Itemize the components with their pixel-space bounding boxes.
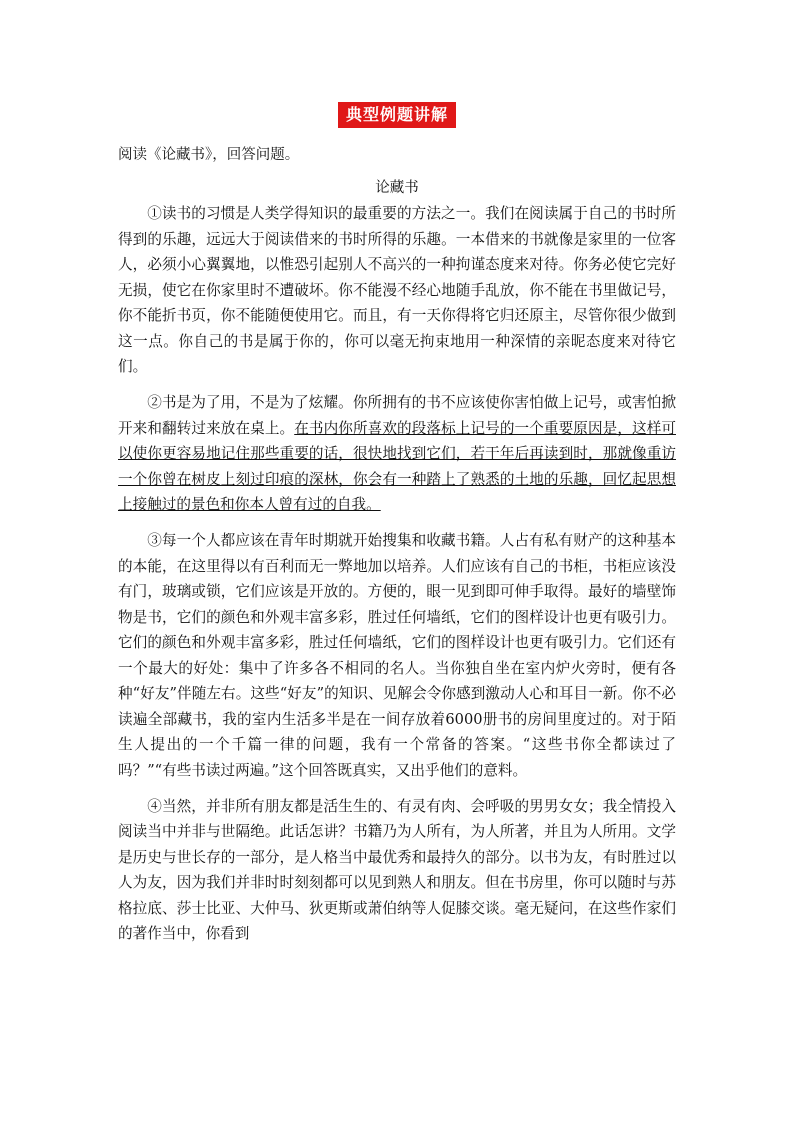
- section-banner: 典型例题讲解: [338, 102, 456, 128]
- paragraph-2: [118, 390, 676, 518]
- article-body: [118, 201, 676, 957]
- paragraph-2-underlined: 在书内你所喜欢的段落标上记号的一个重要原因是，这样可以使你更容易地记住那些重要的话，很快地找到它们，若干年后再读到时，那就像重访一个你曾在树皮上刻过印痕的深林，你会有一种踏上了熟悉的土地的乐趣，回忆起思想上接触过的景色和你本人曾有过的自我。: [118, 419, 676, 513]
- article-title: 论藏书: [375, 180, 419, 196]
- paragraph-2-plain: ②书是为了用，不是为了炫耀。你所拥有的书不应该使你害怕做上记号，或害怕掀开来和翻转过来放在桌上。: [118, 394, 676, 437]
- paragraph-4: ④当然，并非所有朋友都是活生生的、有灵有肉、会呼吸的男男女女；我全情投入阅读当中并非与世隔绝。此话怎讲？书籍乃为人所有，为人所著，并且为人所用。文学是历史与世长存的一部分，是人格当中最优秀和最持久的部分。以书为友，有时胜过以人为友，因为我们并非时时刻刻都可以见到熟人和朋友。但在书房里，你可以随时与苏格拉底、莎士比亚、大仲马、狄更斯或萧伯纳等人促膝交谈。毫无疑问，在这些作家们的著作当中，你看到: [118, 797, 676, 942]
- paragraph-1: ①读书的习惯是人类学得知识的最重要的方法之一。我们在阅读属于自己的书时所得到的乐趣，远远大于阅读借来的书时所得的乐趣。一本借来的书就像是家里的一位客人，必须小心翼翼地，以惟恐引起别人不高兴的一种拘谨态度来对待。你务必使它完好无损，使它在你家里时不遭破坏。你不能漫不经心地随手乱放，你不能在书里做记号，你不能折书页，你不能随便使用它。而且，有一天你得将它归还原主，尽管你很少做到这一点。你自己的书是属于你的，你可以毫无拘束地用一种深情的亲昵态度来对待它们。: [118, 205, 676, 375]
- paragraph-3: ③每一个人都应该在青年时期就开始搜集和收藏书籍。人占有私有财产的这种基本的本能，在这里得以有百利而无一弊地加以培养。人们应该有自己的书柜，书柜应该没有门，玻璃或锁，它们应该是开放的。方便的，眼一见到即可伸手取得。最好的墙壁饰物是书，它们的颜色和外观丰富多彩，胜过任何墙纸，它们的图样设计也更有吸引力。它们的颜色和外观丰富多彩，胜过任何墙纸，它们的图样设计也更有吸引力。它们还有一个最大的好处：集中了许多各不相同的名人。当你独自坐在室内炉火旁时，便有各种“好友”伴随左右。这些“好友”的知识、见解会令你感到激动人心和耳目一新。你不必读遍全部藏书，我的室内生活多半是在一间存放着6000册书的房间里度过的。对于陌生人提出的一个千篇一律的问题，我有一个常备的答案。“这些书你全都读过了吗？”“有些书读过两遍。”这个回答既真实，又出乎他们的意料。: [118, 532, 676, 779]
- question-instruction: 阅读《论藏书》，回答问题。: [118, 147, 300, 163]
- banner-wrap: [0, 102, 794, 128]
